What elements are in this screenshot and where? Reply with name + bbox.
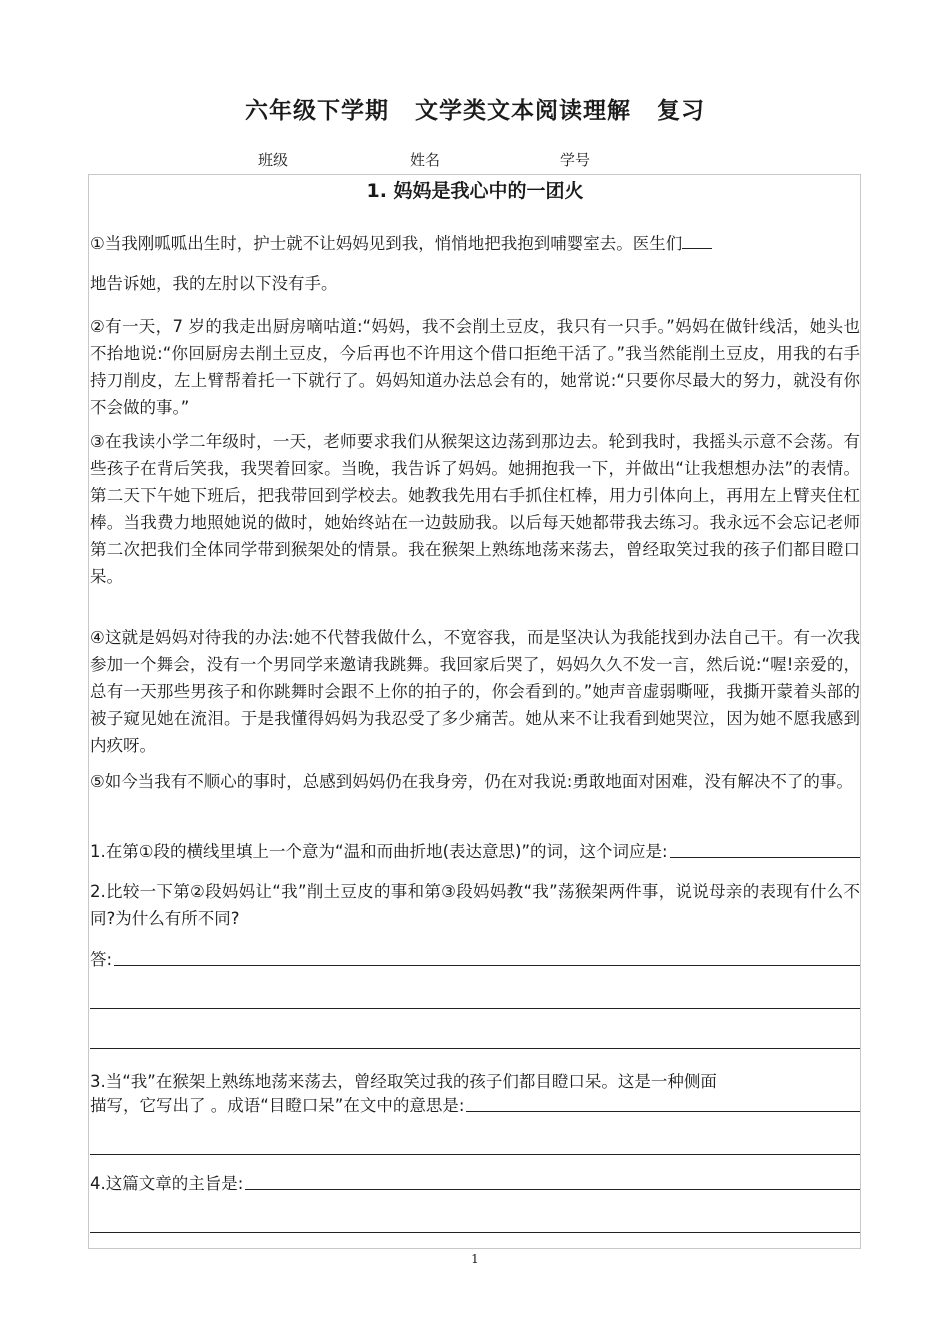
page-title: [0, 92, 950, 125]
question-1-text: 1.在第①段的横线里填上一个意为“温和而曲折地(表达意思)”的词，这个词应是:: [90, 842, 668, 861]
student-id-label: 学号: [560, 151, 591, 169]
question-1: [90, 838, 860, 862]
answer-label: 答:: [90, 950, 113, 969]
question-2-answer-line-2[interactable]: [90, 1008, 860, 1009]
question-3-line-1: 3.当“我”在猴架上熟练地荡来荡去，曾经取笑过我的孩子们都目瞪口呆。这是一种侧面: [90, 1072, 717, 1091]
question-4-answer-line-2[interactable]: [90, 1232, 860, 1233]
question-2-answer-line-1[interactable]: [114, 965, 860, 966]
question-4: [90, 1170, 860, 1194]
question-3-text-b: 描写，它写出了 。成语“目瞪口呆”在文中的意思是:: [90, 1096, 465, 1115]
class-label: 班级: [258, 151, 289, 169]
name-label: 姓名: [410, 151, 441, 169]
paragraph-3: ③在我读小学二年级时，一天，老师要求我们从猴架这边荡到那边去。轮到我时，我摇头示意不会荡。有些孩子在背后笑我，我哭着回家。当晚，我告诉了妈妈。她拥抱我一下，并做出“让我想想办法”的表情。第二天下午她下班后，把我带回到学校去。她教我先用右手抓住杠棒，用力引体向上，再用左上臂夹住杠棒。当我费力地照她说的做时，她始终站在一边鼓励我。以后每天她都带我去练习。我永远不会忘记老师第二次把我们全体同学带到猴架处的情景。我在猴架上熟练地荡来荡去，曾经取笑过我的孩子们都目瞪口呆。: [90, 432, 860, 586]
paragraph-1-blank[interactable]: [682, 247, 712, 249]
question-4-text: 4.这篇文章的主旨是:: [90, 1174, 244, 1193]
question-2: 2.比较一下第②段妈妈让“我”削土豆皮的事和第③段妈妈教“我”荡猴架两件事，说说母亲的表现有什么不同?为什么有所不同?: [90, 882, 860, 928]
paragraph-1-line-2: 地告诉她，我的左肘以下没有手。: [90, 274, 338, 293]
title-review: 复习: [657, 98, 705, 124]
question-2-answer-line-3[interactable]: [90, 1048, 860, 1049]
title-grade: 六年级下学期: [245, 98, 389, 124]
title-topic: 文学类文本阅读理解: [415, 98, 631, 124]
paragraph-1-text-a: ①当我刚呱呱出生时，护士就不让妈妈见到我，悄悄地把我抱到哺婴室去。医生们: [90, 234, 683, 253]
article-heading: 1. 妈妈是我心中的一团火: [366, 180, 584, 202]
paragraph-2: ②有一天，7 岁的我走出厨房嘀咕道:“妈妈，我不会削土豆皮，我只有一只手。”妈妈在做针线活，她头也不抬地说:“你回厨房去削土豆皮，今后再也不许用这个借口拒绝干活了。”我当然能削土豆皮，用我的右手持刀削皮，左上臂帮着托一下就行了。妈妈知道办法总会有的，她常说:“只要你尽最大的努力，就没有你不会做的事。”: [90, 317, 860, 417]
paragraph-4: ④这就是妈妈对待我的办法:她不代替我做什么，不宽容我，而是坚决认为我能找到办法自己干。有一次我参加一个舞会，没有一个男同学来邀请我跳舞。我回家后哭了，妈妈久久不发一言，然后说:“喔!亲爱的，总有一天那些男孩子和你跳舞时会跟不上你的拍子的，你会看到的。”她声音虚弱嘶哑，我撕开蒙着头部的被子窥见她在流泪。于是我懂得妈妈为我忍受了多少痛苦。她从来不让我看到她哭泣，因为她不愿我感到内疚呀。: [90, 628, 860, 755]
question-4-answer-line-1[interactable]: [245, 1189, 860, 1190]
paragraph-5: ⑤如今当我有不顺心的事时，总感到妈妈仍在我身旁，仍在对我说:勇敢地面对困难，没有解决不了的事。: [90, 772, 853, 791]
question-3-answer-line-1[interactable]: [466, 1111, 860, 1112]
paragraph-1-line-1: [90, 230, 860, 257]
page-number: 1: [471, 1252, 479, 1266]
question-2-answer-row: [90, 946, 860, 970]
question-1-answer-line[interactable]: [670, 857, 860, 858]
question-3-answer-line-2[interactable]: [90, 1154, 860, 1155]
question-3-line-2: [90, 1092, 860, 1116]
